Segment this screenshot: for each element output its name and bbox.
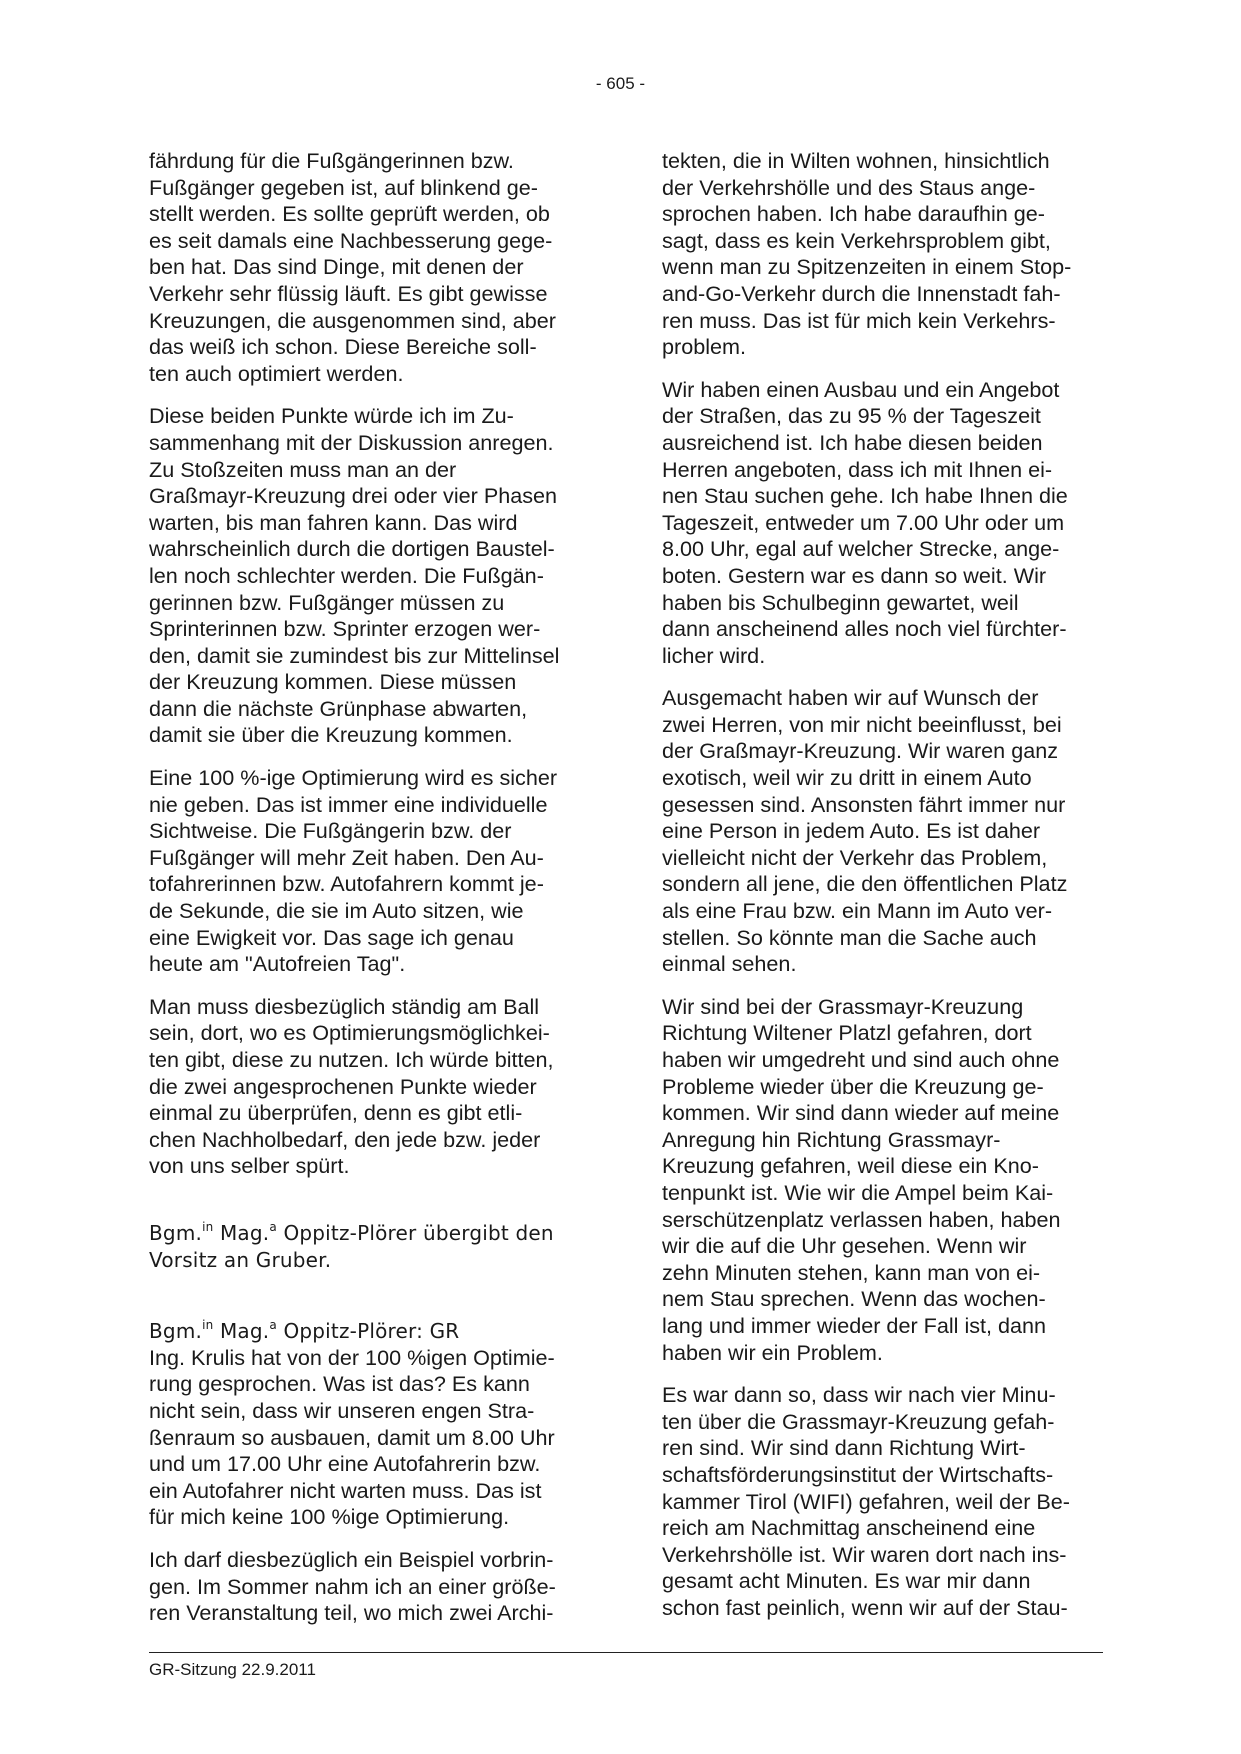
speaker-turn [149,1318,591,1531]
left-column [149,148,591,1643]
footer-divider [149,1652,1103,1653]
speaker-title: Bgm. [149,1319,203,1344]
superscript: in [202,1318,214,1333]
footer-session-date: GR-Sitzung 22.9.2011 [149,1660,316,1679]
speaker-note [149,1220,591,1273]
right-column [662,148,1104,1637]
paragraph: Ich darf diesbezüglich ein Beispiel vorbrin- gen. Im Sommer nahm ich an einer größe- ren Veranstaltung teil, wo mich zwei Archi- [149,1546,556,1626]
speaker-title: Bgm. [149,1220,203,1245]
superscript: a [269,1318,277,1333]
paragraph: Eine 100 %-ige Optimierung wird es sicher nie geben. Das ist immer eine individuelle Sichtweise. Die Fußgängerin bzw. der Fußgänger will mehr Zeit haben. Den Au- tofahrerinnen bzw. Autofahrern kommt je- de Sekunde, die sie im Auto sitzen, wie eine Ewigkeit vor. Das sage ich genau heute am "Autofreien Tag". [149,765,558,977]
paragraph: Wir sind bei der Grassmayr-Kreuzung Richtung Wiltener Platzl gefahren, dort haben wir umgedreht und sind auch ohne Probleme wieder über die Kreuzung ge- kommen. Wir sind dann wieder auf meine Anregung hin Richtung Grassmayr- Kreuzung gefahren, weil diese ein Kno- tenpunkt ist. Wie wir die Ampel beim Kai- serschützenplatz verlassen haben, haben wir die auf die Uhr gesehen. Wenn wir zehn Minuten stehen, kann man von ei- nem Stau sprechen. Wenn das wochen- lang und immer wieder der Fall ist, dann haben wir ein Problem. [662,993,1061,1365]
speaker-title: Mag. [213,1319,270,1344]
paragraph: Wir haben einen Ausbau und ein Angebot der Straßen, das zu 95 % der Tageszeit ausreichend ist. Ich habe diesen beiden Herren angeboten, dass ich mit Ihnen ei- nen Stau suchen gehe. Ich habe Ihnen die Tageszeit, entweder um 7.00 Uhr oder um 8.00 Uhr, egal auf welcher Strecke, ange- boten. Gestern war es dann so weit. Wir haben bis Schulbeginn gewartet, weil dann anscheinend alles noch viel fürchter- licher wird. [662,376,1068,668]
superscript: a [269,1219,277,1234]
paragraph: Diese beiden Punkte würde ich im Zu- sammenhang mit der Diskussion anregen. Zu Stoßzeiten muss man an der Graßmayr-Kreuzung drei oder vier Phasen warten, bis man fahren kann. Das wird wahrscheinlich durch die dortigen Baustel- len noch schlechter werden. Die Fußgän- gerinnen bzw. Fußgänger müssen zu Sprinterinnen bzw. Sprinter erzogen wer- den, damit sie zumindest bis zur Mittelinsel der Kreuzung kommen. Diese müssen dann die nächste Grünphase abwarten, damit sie über die Kreuzung kommen. [149,403,560,748]
paragraph: Es war dann so, dass wir nach vier Minu- ten über die Grassmayr-Kreuzung gefah- ren sind. Wir sind dann Richtung Wirt- schaftsförderungsinstitut der Wirtschafts- kammer Tirol (WIFI) gefahren, weil der Be- reich am Nachmittag anscheinend eine Verkehrshölle ist. Wir waren dort nach ins- gesamt acht Minuten. Es war mir dann schon fast peinlich, wenn wir auf der Stau- [662,1382,1070,1620]
page-number: - 605 - [595,74,646,93]
paragraph: tekten, die in Wilten wohnen, hinsichtlich der Verkehrshölle und des Staus ange- sprochen haben. Ich habe daraufhin ge- sagt, dass es kein Verkehrsproblem gibt, wenn man zu Spitzenzeiten in einem Stop- and-Go-Verkehr durch die Innenstadt fah- ren muss. Das ist für mich kein Verkehrs- problem. [662,148,1072,360]
paragraph: fährdung für die Fußgängerinnen bzw. Fußgänger gegeben ist, auf blinkend ge- stellt werden. Es sollte geprüft werden, ob es seit damals eine Nachbesserung gege- ben hat. Das sind Dinge, mit denen der Verkehr sehr flüssig läuft. Es gibt gewisse Kreuzungen, die ausgenommen sind, aber das weiß ich schon. Diese Bereiche soll- ten auch optimiert werden. [149,148,556,386]
speech-text: Ing. Krulis hat von der 100 %igen Optimie- rung gesprochen. Was ist das? Es kann nicht sein, dass wir unseren engen Stra- ßenraum so ausbauen, damit um 8.00 Uhr und um 17.00 Uhr eine Autofahrerin bzw. ein Autofahrer nicht warten muss. Das ist für mich keine 100 %ige Optimierung. [149,1344,555,1530]
speaker-name: Oppitz-Plörer: GR [276,1319,460,1344]
superscript: in [202,1219,214,1234]
speaker-note-text: Oppitz-Plörer übergibt den Vorsitz an Gruber. [149,1220,554,1272]
paragraph: Ausgemacht haben wir auf Wunsch der zwei Herren, von mir nicht beeinflusst, bei der Graßmayr-Kreuzung. Wir waren ganz exotisch, weil wir zu dritt in einem Auto gesessen sind. Ansonsten fährt immer nur eine Person in jedem Auto. Es ist daher vielleicht nicht der Verkehr das Problem, sondern all jene, die den öffentlichen Platz als eine Frau bzw. ein Mann im Auto ver- stellen. So könnte man die Sache auch einmal sehen. [662,685,1068,977]
paragraph: Man muss diesbezüglich ständig am Ball sein, dort, wo es Optimierungsmöglichkei- ten gibt, diese zu nutzen. Ich würde bitten, die zwei angesprochenen Punkte wieder einmal zu überprüfen, denn es gibt etli- chen Nachholbedarf, den jede bzw. jeder von uns selber spürt. [149,993,554,1179]
speaker-title: Mag. [213,1220,270,1245]
speaker-label [149,1319,459,1343]
